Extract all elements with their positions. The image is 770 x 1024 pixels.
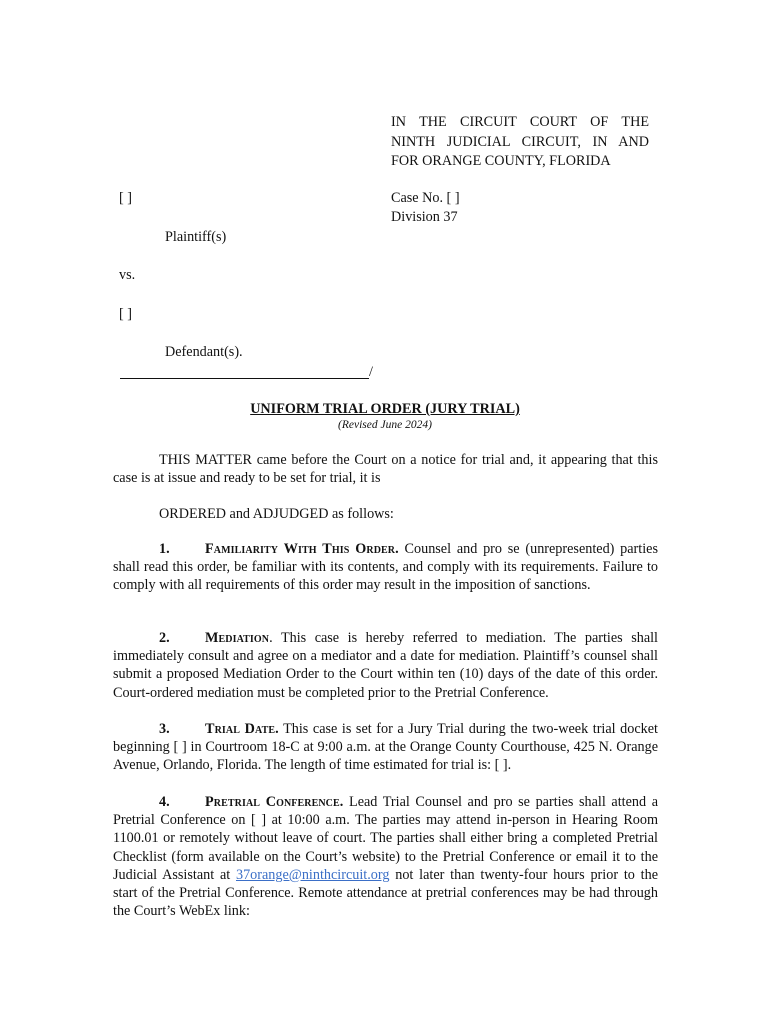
section-4 <box>113 793 658 920</box>
section-1-text: Counsel and pro se (unrepresented) parties shall read this order, be familiar with its contents, and comply with its requirements. Failure to comply with all requirements of this order may result in the imposition of sanctions. <box>113 541 658 594</box>
section-2-heading: Mediation <box>205 630 270 646</box>
section-3-heading: Trial Date. <box>205 721 279 737</box>
section-1-number: 1. <box>159 541 170 557</box>
section-2-number: 2. <box>159 630 170 646</box>
order-revised-date: (Revised June 2024) <box>338 419 432 431</box>
court-line-2: NINTH JUDICIAL CIRCUIT, IN AND <box>391 133 649 150</box>
section-2 <box>113 629 658 702</box>
section-2-text: . This case is hereby referred to mediation. The parties shall immediately consult and agree on a mediator and a date for mediation. Plaintiff’s counsel shall submit a proposed Mediation Order to the Court within ten (10) days of the date of this order. Court-ordered mediation must be completed prior to the Pretrial Conference. <box>113 630 658 701</box>
case-number: Case No. [ ] <box>391 190 460 206</box>
court-line-1: IN THE CIRCUIT COURT OF THE <box>391 114 649 130</box>
section-1-heading: Familiarity With This Order. <box>205 541 399 557</box>
caption-slash: / <box>369 364 373 380</box>
section-3 <box>113 720 658 775</box>
intro-text: THIS MATTER came before the Court on a notice for trial and, it appearing that this case is at issue and ready to be set for trial, it is <box>113 452 658 487</box>
ordered-text: ORDERED and ADJUDGED as follows: <box>159 506 394 522</box>
versus-label: vs. <box>119 267 136 283</box>
plaintiff-label: Plaintiff(s) <box>165 229 227 245</box>
division: Division 37 <box>391 209 458 225</box>
court-caption <box>391 113 649 172</box>
ordered-paragraph <box>113 505 658 523</box>
intro-paragraph <box>113 451 658 487</box>
judicial-assistant-email-link[interactable]: 37orange@ninthcircuit.org <box>235 866 390 883</box>
section-4-text-after: not later than twenty-four hours prior to the start of the Pretrial Conference. Remote attendance at pretrial conferences may be had through the Court’s WebEx link: <box>113 866 658 920</box>
court-line-3: FOR ORANGE COUNTY, FLORIDA <box>391 153 611 169</box>
section-4-number: 4. <box>159 794 170 810</box>
section-3-text: This case is set for a Jury Trial during the two-week trial docket beginning [ ] in Courtroom 18-C at 9:00 a.m. at the Orange County Courthouse, 425 N. Orange Avenue, Orlando, Florida. The length of time estimated for trial is: [ ]. <box>113 721 658 774</box>
caption-signature-line <box>120 378 369 379</box>
section-4-text-before: Lead Trial Counsel and pro se parties shall attend a Pretrial Conference on [ ] at 10:00 a.m. The parties may attend in-person in Hearing Room 1100.01 or remotely without leave of court. The parties shall either bring a completed Pretrial Checklist (form available on the Court’s website) to the Pretrial Conference or email it to the Judicial Assistant at <box>113 794 658 883</box>
section-3-number: 3. <box>159 721 170 737</box>
order-title: UNIFORM TRIAL ORDER (JURY TRIAL) <box>250 401 520 417</box>
defendant-name: [ ] <box>119 306 132 322</box>
plaintiff-name: [ ] <box>119 190 132 206</box>
section-4-heading: Pretrial Conference. <box>205 794 344 810</box>
defendant-label: Defendant(s). <box>165 344 243 360</box>
section-1 <box>113 540 658 595</box>
